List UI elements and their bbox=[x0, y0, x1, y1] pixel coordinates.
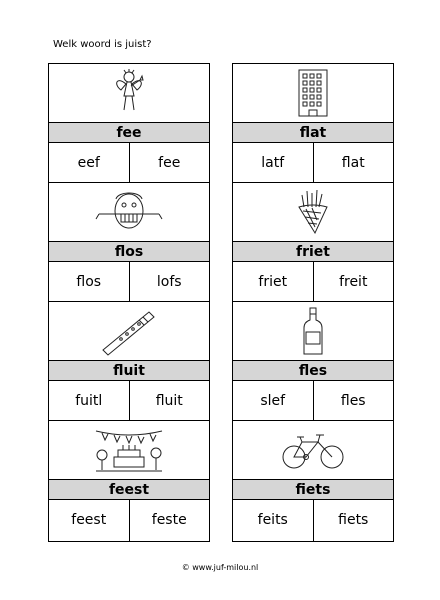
fries-cone-icon bbox=[233, 183, 393, 241]
choice-option[interactable]: feest bbox=[49, 500, 130, 541]
card-word: flos bbox=[49, 241, 209, 262]
choice-option[interactable]: slef bbox=[233, 381, 314, 422]
instruction-text: Welk woord is juist? bbox=[53, 39, 152, 50]
word-card-friet bbox=[232, 182, 394, 304]
word-card-fluit bbox=[48, 301, 210, 423]
word-card-fles bbox=[232, 301, 394, 423]
choice-option[interactable]: flos bbox=[49, 262, 130, 303]
person-flossing-icon bbox=[49, 183, 209, 241]
bicycle-icon bbox=[233, 421, 393, 479]
choice-option[interactable]: latf bbox=[233, 143, 314, 184]
flute-icon bbox=[49, 302, 209, 360]
word-card-flos bbox=[48, 182, 210, 304]
choice-option[interactable]: fluit bbox=[155, 393, 183, 409]
card-word: fee bbox=[49, 122, 209, 143]
choice-option[interactable]: fee bbox=[158, 155, 181, 171]
word-card-feest bbox=[48, 420, 210, 542]
choice-option[interactable]: fiets bbox=[338, 512, 369, 528]
choice-option[interactable]: fles bbox=[340, 393, 366, 409]
footer-copyright: © www.juf-milou.nl bbox=[181, 563, 259, 572]
choice-option[interactable]: fuitl bbox=[49, 381, 130, 422]
card-word: friet bbox=[233, 241, 393, 262]
word-card-fee bbox=[48, 63, 210, 185]
card-word: fluit bbox=[49, 360, 209, 381]
card-word: fles bbox=[233, 360, 393, 381]
choice-option[interactable]: feste bbox=[151, 512, 187, 528]
fairy-icon bbox=[49, 64, 209, 122]
party-cake-icon bbox=[49, 421, 209, 479]
bottle-icon bbox=[233, 302, 393, 360]
choice-option[interactable]: feits bbox=[233, 500, 314, 541]
word-card-flat bbox=[232, 63, 394, 185]
choice-option[interactable]: flat bbox=[341, 155, 365, 171]
card-word: flat bbox=[233, 122, 393, 143]
card-word: fiets bbox=[233, 479, 393, 500]
choice-option[interactable]: eef bbox=[49, 143, 130, 184]
choice-option[interactable]: friet bbox=[233, 262, 314, 303]
word-card-fiets bbox=[232, 420, 394, 542]
choice-option[interactable]: freit bbox=[339, 274, 368, 290]
choice-option[interactable]: lofs bbox=[156, 274, 182, 290]
card-word: feest bbox=[49, 479, 209, 500]
apartment-building-icon bbox=[233, 64, 393, 122]
